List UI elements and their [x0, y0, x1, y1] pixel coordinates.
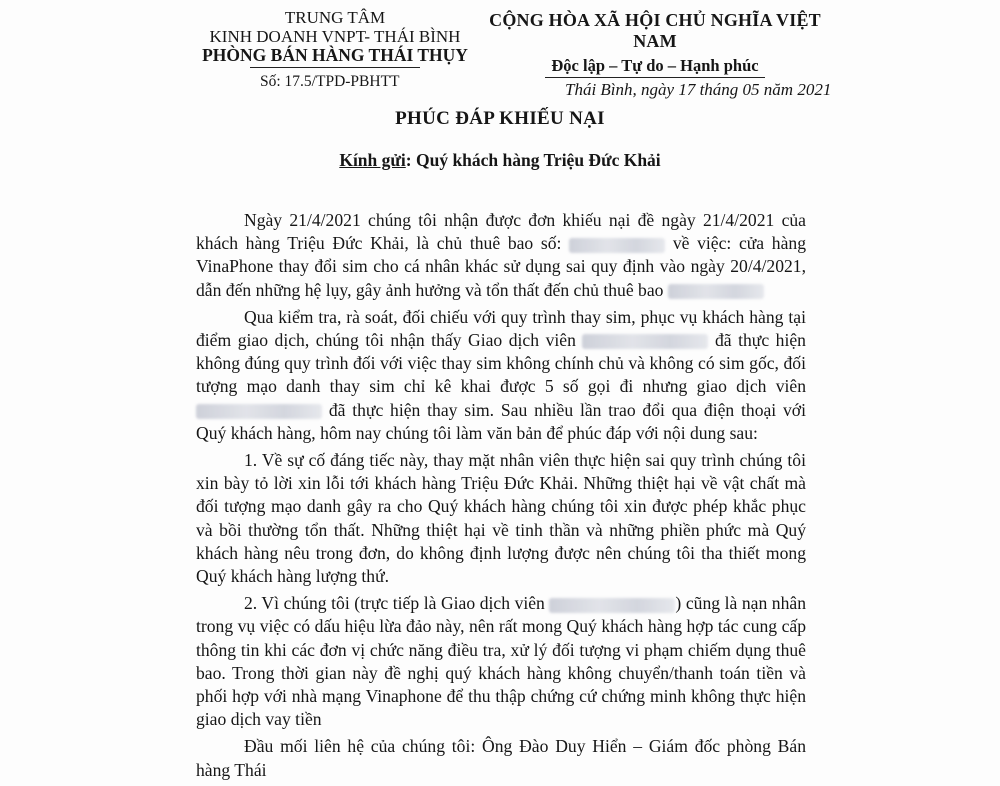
org-line-2: KINH DOANH VNPT- THÁI BÌNH: [209, 27, 461, 46]
document-number: Số: 17.5/TPD-PBHTT: [260, 73, 400, 90]
recipient-text: : Quý khách hàng Triệu Đức Khải: [405, 150, 661, 170]
redacted-phone-number: [668, 284, 764, 299]
paragraph-1: [196, 209, 806, 302]
paragraph-1-text-a: Ngày 21/4/2021 chúng tôi nhận được đơn khiếu nại đề ngày 21/4/2021 của khách hàng Triệu Đức Khải, là chủ thuê bao số:: [196, 210, 806, 254]
recipient-label: Kính gửi: [339, 150, 406, 170]
department-name: PHÒNG BÁN HÀNG THÁI THỤY: [202, 45, 468, 65]
nation-title: CỘNG HÒA XÃ HỘI CHỦ NGHĨA VIỆT NAM: [489, 10, 821, 51]
paragraph-2-text-b: đã thực hiện không đúng quy trình đối với việc thay sim không chính chủ và không có sim gốc, đối tượng mạo danh thay sim chỉ kê khai được 5 số gọi đi nhưng giao dịch viên: [196, 330, 806, 397]
redacted-staff-name: [196, 404, 322, 419]
paragraph-2: [196, 306, 806, 445]
paragraph-2-text-c: đã thực hiện thay sim. Sau nhiều lần trao đổi qua điện thoại với Quý khách hàng, hôm nay chúng tôi làm văn bản để phúc đáp với nội dung sau:: [196, 399, 806, 443]
document-title: PHÚC ĐÁP KHIẾU NẠI: [395, 108, 605, 129]
redacted-staff-name: [582, 334, 708, 349]
paragraph-1-text-b: về việc: cửa hàng VinaPhone thay đổi sim cho cá nhân khác sử dụng sai quy định vào ngày 20/4/2021, dẫn đến những hệ lụy, gây ảnh hưởng và tổn thất đến chủ thuê bao: [196, 233, 806, 300]
place-and-date: Thái Bình, ngày 17 tháng 05 năm 2021: [565, 80, 832, 99]
paragraph-4: [196, 592, 806, 731]
redacted-staff-name: [549, 598, 675, 613]
paragraph-4-text-a: 2. Vì chúng tôi (trực tiếp là Giao dịch viên: [244, 593, 545, 614]
national-header: [470, 10, 840, 78]
issuer-header: [200, 8, 470, 91]
paragraph-2-text-a: Qua kiểm tra, rà soát, đối chiếu với quy trình thay sim, phục vụ khách hàng tại điểm giao dịch, chúng tôi nhận thấy Giao dịch viên: [196, 306, 806, 351]
paragraph-5: Đầu mối liên hệ của chúng tôi: Ông Đào Duy Hiển – Giám đốc phòng Bán hàng Thái: [196, 736, 806, 780]
paragraph-4-text-b: ) cũng là nạn nhân trong vụ việc có dấu hiệu lừa đảo này, nên rất mong Quý khách hàng hợp tác cung cấp thông tin khi các đơn vị chức năng điều tra, xử lý đối tượng vi phạm chiếm dụng thuê bao. Trong thời gian này đề nghị quý khách hàng không chuyển/thanh toán tiền và phối hợp với nhà mạng Vinaphone để thu thập chứng cứ chứng minh không thực hiện giao dịch vay tiền: [196, 593, 807, 730]
paragraph-3: 1. Về sự cố đáng tiếc này, thay mặt nhân viên thực hiện sai quy trình chúng tôi xin bày tỏ lời xin lỗi tới khách hàng Triệu Đức Khải. Những thiệt hại về vật chất mà đối tượng mạo danh gây ra cho Quý khách hàng chúng tôi xin được phép khắc phục và bồi thường tổn thất. Những thiệt hại về tinh thần và những phiền phức mà Quý khách hàng nêu trong đơn, do không định lượng được nên chúng tôi tha thiết mong Quý khách hàng lượng thứ.: [196, 450, 806, 587]
redacted-phone-number: [569, 238, 665, 253]
national-motto: Độc lập – Tự do – Hạnh phúc: [551, 56, 759, 75]
motto-underline: [545, 77, 765, 78]
department-underline: [250, 67, 420, 68]
org-line-1: TRUNG TÂM: [284, 8, 386, 27]
letter-body: [196, 209, 806, 786]
recipient-line: [0, 150, 1000, 171]
